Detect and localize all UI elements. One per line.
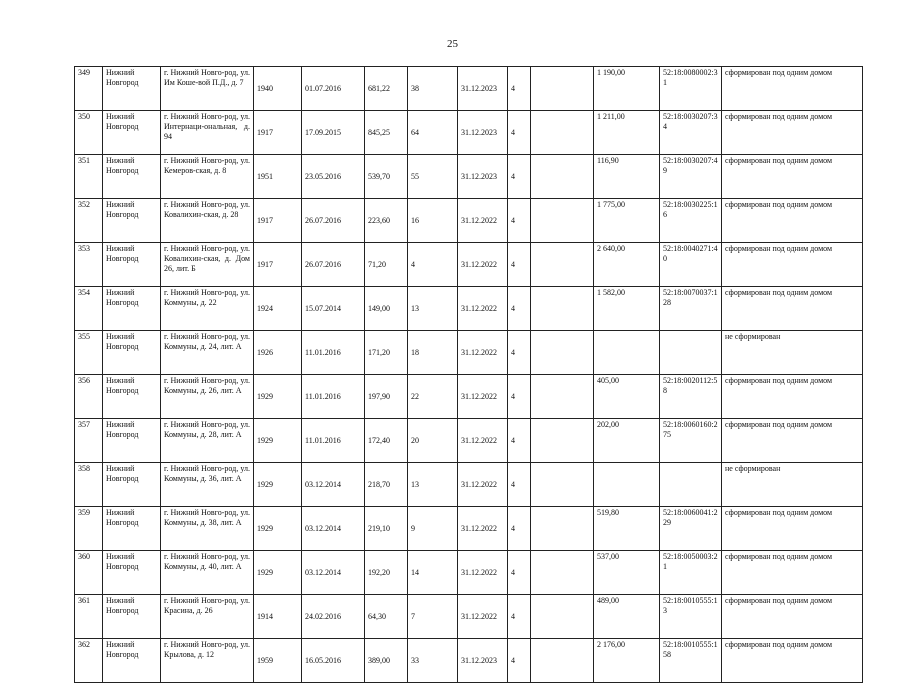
land-area-cell: 1 775,00: [594, 199, 660, 243]
land-status-cell: сформирован под одним домом: [722, 243, 863, 287]
date-cell: 17.09.2015: [302, 111, 365, 155]
land-status-cell: сформирован под одним домом: [722, 111, 863, 155]
area-cell: 149,00: [365, 287, 408, 331]
residents-count-cell: 9: [408, 507, 458, 551]
extra-cell: [531, 551, 594, 595]
year-built-cell: 1917: [254, 199, 302, 243]
cadastral-number-cell: [660, 463, 722, 507]
year-built-cell: 1929: [254, 419, 302, 463]
city-cell: Нижний Новгород: [103, 639, 161, 683]
residents-count-cell: 64: [408, 111, 458, 155]
category-cell: 4: [508, 331, 531, 375]
deadline-cell: 31.12.2023: [458, 639, 508, 683]
cadastral-number-cell: 52:18:0030225:16: [660, 199, 722, 243]
land-area-cell: 405,00: [594, 375, 660, 419]
row-number: 356: [75, 375, 103, 419]
year-built-cell: 1929: [254, 463, 302, 507]
extra-cell: [531, 639, 594, 683]
extra-cell: [531, 243, 594, 287]
address-cell: г. Нижний Новго-род, ул. Коммуны, д. 22: [161, 287, 254, 331]
address-cell: г. Нижний Новго-род, ул. Ковалихин-ская, д. Дом 26, лит. Б: [161, 243, 254, 287]
year-built-cell: 1914: [254, 595, 302, 639]
city-cell: Нижний Новгород: [103, 67, 161, 111]
city-cell: Нижний Новгород: [103, 375, 161, 419]
extra-cell: [531, 331, 594, 375]
area-cell: 681,22: [365, 67, 408, 111]
cadastral-number-cell: 52:18:0010555:13: [660, 595, 722, 639]
land-area-cell: 1 582,00: [594, 287, 660, 331]
area-cell: 539,70: [365, 155, 408, 199]
extra-cell: [531, 419, 594, 463]
land-status-cell: сформирован под одним домом: [722, 639, 863, 683]
extra-cell: [531, 111, 594, 155]
row-number: 352: [75, 199, 103, 243]
address-cell: г. Нижний Новго-род, ул. Коммуны, д. 38, лит. А: [161, 507, 254, 551]
housing-registry-table: [74, 66, 863, 683]
residents-count-cell: 16: [408, 199, 458, 243]
table-row: [75, 67, 863, 111]
land-area-cell: [594, 331, 660, 375]
residents-count-cell: 4: [408, 243, 458, 287]
land-area-cell: [594, 463, 660, 507]
cadastral-number-cell: 52:18:0070037:128: [660, 287, 722, 331]
land-status-cell: сформирован под одним домом: [722, 595, 863, 639]
area-cell: 845,25: [365, 111, 408, 155]
table-row: [75, 287, 863, 331]
residents-count-cell: 33: [408, 639, 458, 683]
year-built-cell: 1924: [254, 287, 302, 331]
deadline-cell: 31.12.2022: [458, 507, 508, 551]
category-cell: 4: [508, 463, 531, 507]
address-cell: г. Нижний Новго-род, ул. Крылова, д. 12: [161, 639, 254, 683]
table-row: [75, 243, 863, 287]
year-built-cell: 1917: [254, 243, 302, 287]
row-number: 358: [75, 463, 103, 507]
city-cell: Нижний Новгород: [103, 419, 161, 463]
category-cell: 4: [508, 243, 531, 287]
extra-cell: [531, 595, 594, 639]
deadline-cell: 31.12.2022: [458, 199, 508, 243]
table-row: [75, 155, 863, 199]
row-number: 357: [75, 419, 103, 463]
land-status-cell: не сформирован: [722, 331, 863, 375]
extra-cell: [531, 507, 594, 551]
residents-count-cell: 55: [408, 155, 458, 199]
land-status-cell: сформирован под одним домом: [722, 67, 863, 111]
area-cell: 171,20: [365, 331, 408, 375]
area-cell: 389,00: [365, 639, 408, 683]
deadline-cell: 31.12.2022: [458, 243, 508, 287]
extra-cell: [531, 155, 594, 199]
area-cell: 218,70: [365, 463, 408, 507]
land-area-cell: 116,90: [594, 155, 660, 199]
date-cell: 26.07.2016: [302, 199, 365, 243]
land-area-cell: 489,00: [594, 595, 660, 639]
row-number: 350: [75, 111, 103, 155]
city-cell: Нижний Новгород: [103, 287, 161, 331]
category-cell: 4: [508, 155, 531, 199]
cadastral-number-cell: 52:18:0030207:34: [660, 111, 722, 155]
residents-count-cell: 38: [408, 67, 458, 111]
extra-cell: [531, 463, 594, 507]
residents-count-cell: 14: [408, 551, 458, 595]
cadastral-number-cell: 52:18:0060041:229: [660, 507, 722, 551]
category-cell: 4: [508, 111, 531, 155]
row-number: 349: [75, 67, 103, 111]
date-cell: 23.05.2016: [302, 155, 365, 199]
deadline-cell: 31.12.2023: [458, 111, 508, 155]
extra-cell: [531, 287, 594, 331]
land-area-cell: 1 190,00: [594, 67, 660, 111]
address-cell: г. Нижний Новго-род, ул. Коммуны, д. 28, лит. А: [161, 419, 254, 463]
date-cell: 03.12.2014: [302, 507, 365, 551]
address-cell: г. Нижний Новго-род, ул. Коммуны, д. 40, лит. А: [161, 551, 254, 595]
year-built-cell: 1929: [254, 375, 302, 419]
residents-count-cell: 18: [408, 331, 458, 375]
row-number: 362: [75, 639, 103, 683]
city-cell: Нижний Новгород: [103, 331, 161, 375]
cadastral-number-cell: 52:18:0030207:49: [660, 155, 722, 199]
table-row: [75, 595, 863, 639]
year-built-cell: 1959: [254, 639, 302, 683]
deadline-cell: 31.12.2022: [458, 375, 508, 419]
extra-cell: [531, 67, 594, 111]
land-status-cell: сформирован под одним домом: [722, 419, 863, 463]
category-cell: 4: [508, 639, 531, 683]
land-status-cell: сформирован под одним домом: [722, 199, 863, 243]
address-cell: г. Нижний Новго-род, ул. Им Коше-вой П.Д., д. 7: [161, 67, 254, 111]
land-area-cell: 1 211,00: [594, 111, 660, 155]
address-cell: г. Нижний Новго-род, ул. Коммуны, д. 26, лит. А: [161, 375, 254, 419]
deadline-cell: 31.12.2022: [458, 551, 508, 595]
deadline-cell: 31.12.2022: [458, 595, 508, 639]
table-row: [75, 639, 863, 683]
deadline-cell: 31.12.2022: [458, 331, 508, 375]
land-area-cell: 519,80: [594, 507, 660, 551]
deadline-cell: 31.12.2022: [458, 419, 508, 463]
date-cell: 15.07.2014: [302, 287, 365, 331]
category-cell: 4: [508, 507, 531, 551]
cadastral-number-cell: 52:18:0080002:31: [660, 67, 722, 111]
area-cell: 71,20: [365, 243, 408, 287]
row-number: 361: [75, 595, 103, 639]
date-cell: 03.12.2014: [302, 551, 365, 595]
residents-count-cell: 7: [408, 595, 458, 639]
deadline-cell: 31.12.2022: [458, 287, 508, 331]
extra-cell: [531, 199, 594, 243]
area-cell: 219,10: [365, 507, 408, 551]
address-cell: г. Нижний Новго-род, ул. Интернаци-ональная, д. 94: [161, 111, 254, 155]
land-status-cell: сформирован под одним домом: [722, 507, 863, 551]
city-cell: Нижний Новгород: [103, 551, 161, 595]
city-cell: Нижний Новгород: [103, 507, 161, 551]
address-cell: г. Нижний Новго-род, ул. Ковалихин-ская, д. 28: [161, 199, 254, 243]
row-number: 351: [75, 155, 103, 199]
year-built-cell: 1929: [254, 551, 302, 595]
year-built-cell: 1929: [254, 507, 302, 551]
land-status-cell: не сформирован: [722, 463, 863, 507]
date-cell: 03.12.2014: [302, 463, 365, 507]
year-built-cell: 1926: [254, 331, 302, 375]
table-row: [75, 507, 863, 551]
table-row: [75, 331, 863, 375]
category-cell: 4: [508, 595, 531, 639]
area-cell: 197,90: [365, 375, 408, 419]
table-row: [75, 111, 863, 155]
category-cell: 4: [508, 67, 531, 111]
date-cell: 11.01.2016: [302, 331, 365, 375]
address-cell: г. Нижний Новго-род, ул. Коммуны, д. 24, лит. А: [161, 331, 254, 375]
city-cell: Нижний Новгород: [103, 243, 161, 287]
row-number: 355: [75, 331, 103, 375]
city-cell: Нижний Новгород: [103, 111, 161, 155]
city-cell: Нижний Новгород: [103, 595, 161, 639]
land-area-cell: 2 176,00: [594, 639, 660, 683]
cadastral-number-cell: 52:18:0010555:158: [660, 639, 722, 683]
category-cell: 4: [508, 287, 531, 331]
address-cell: г. Нижний Новго-род, ул. Кемеров-ская, д. 8: [161, 155, 254, 199]
category-cell: 4: [508, 199, 531, 243]
table-row: [75, 199, 863, 243]
row-number: 354: [75, 287, 103, 331]
extra-cell: [531, 375, 594, 419]
year-built-cell: 1917: [254, 111, 302, 155]
row-number: 359: [75, 507, 103, 551]
category-cell: 4: [508, 375, 531, 419]
table-row: [75, 551, 863, 595]
category-cell: 4: [508, 551, 531, 595]
table-row: [75, 419, 863, 463]
residents-count-cell: 20: [408, 419, 458, 463]
deadline-cell: 31.12.2023: [458, 67, 508, 111]
city-cell: Нижний Новгород: [103, 155, 161, 199]
land-status-cell: сформирован под одним домом: [722, 551, 863, 595]
land-status-cell: сформирован под одним домом: [722, 375, 863, 419]
date-cell: 16.05.2016: [302, 639, 365, 683]
city-cell: Нижний Новгород: [103, 463, 161, 507]
date-cell: 11.01.2016: [302, 375, 365, 419]
residents-count-cell: 22: [408, 375, 458, 419]
area-cell: 64,30: [365, 595, 408, 639]
category-cell: 4: [508, 419, 531, 463]
row-number: 353: [75, 243, 103, 287]
residents-count-cell: 13: [408, 287, 458, 331]
deadline-cell: 31.12.2022: [458, 463, 508, 507]
date-cell: 01.07.2016: [302, 67, 365, 111]
row-number: 360: [75, 551, 103, 595]
table-row: [75, 463, 863, 507]
city-cell: Нижний Новгород: [103, 199, 161, 243]
land-area-cell: 2 640,00: [594, 243, 660, 287]
cadastral-number-cell: 52:18:0060160:275: [660, 419, 722, 463]
area-cell: 192,20: [365, 551, 408, 595]
date-cell: 26.07.2016: [302, 243, 365, 287]
page-number: 25: [447, 38, 458, 50]
date-cell: 11.01.2016: [302, 419, 365, 463]
year-built-cell: 1951: [254, 155, 302, 199]
cadastral-number-cell: 52:18:0040271:40: [660, 243, 722, 287]
land-area-cell: 202,00: [594, 419, 660, 463]
land-status-cell: сформирован под одним домом: [722, 287, 863, 331]
land-status-cell: сформирован под одним домом: [722, 155, 863, 199]
address-cell: г. Нижний Новго-род, ул. Коммуны, д. 36, лит. А: [161, 463, 254, 507]
residents-count-cell: 13: [408, 463, 458, 507]
area-cell: 223,60: [365, 199, 408, 243]
cadastral-number-cell: [660, 331, 722, 375]
table-row: [75, 375, 863, 419]
year-built-cell: 1940: [254, 67, 302, 111]
area-cell: 172,40: [365, 419, 408, 463]
cadastral-number-cell: 52:18:0020112:58: [660, 375, 722, 419]
deadline-cell: 31.12.2023: [458, 155, 508, 199]
address-cell: г. Нижний Новго-род, ул. Красина, д. 26: [161, 595, 254, 639]
cadastral-number-cell: 52:18:0050003:21: [660, 551, 722, 595]
date-cell: 24.02.2016: [302, 595, 365, 639]
land-area-cell: 537,00: [594, 551, 660, 595]
